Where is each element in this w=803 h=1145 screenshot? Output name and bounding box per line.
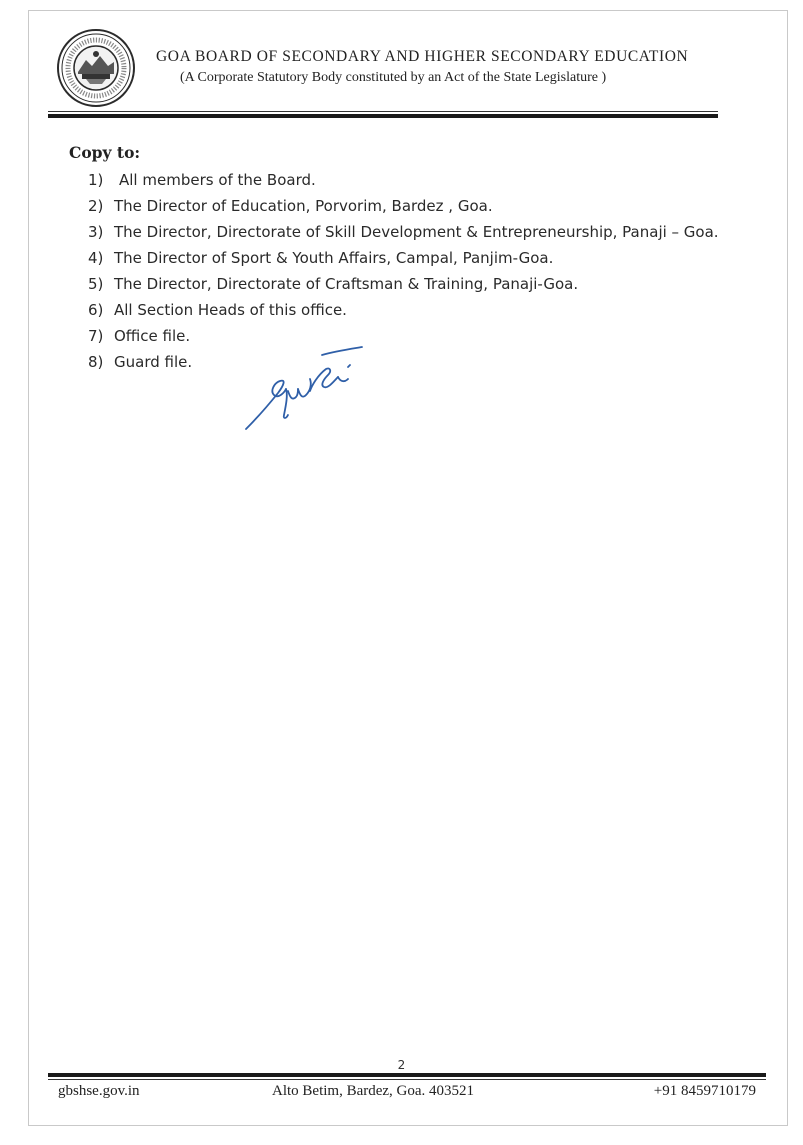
list-item-text: The Director of Education, Porvorim, Bardez , Goa. bbox=[114, 197, 493, 215]
list-item bbox=[88, 193, 728, 219]
header-rule-thin bbox=[48, 111, 718, 112]
footer-address: Alto Betim, Bardez, Goa. 403521 bbox=[272, 1083, 475, 1099]
list-item-number: 5) bbox=[88, 275, 104, 293]
list-item-text: Office file. bbox=[114, 327, 191, 345]
list-item-text: Guard file. bbox=[114, 353, 193, 371]
copy-to-list bbox=[88, 167, 728, 375]
list-item-text: The Director, Directorate of Craftsman & Training, Panaji-Goa. bbox=[114, 275, 579, 293]
footer-rule-thick bbox=[48, 1073, 766, 1077]
list-item-number: 4) bbox=[88, 249, 104, 267]
list-item-number: 7) bbox=[88, 327, 104, 345]
list-item bbox=[88, 219, 728, 245]
list-item-number: 8) bbox=[88, 353, 104, 371]
handwritten-signature-icon bbox=[240, 345, 365, 435]
list-item-text: The Director of Sport & Youth Affairs, Campal, Panjim-Goa. bbox=[114, 249, 554, 267]
organization-name: GOA BOARD OF SECONDARY AND HIGHER SECONDARY EDUCATION bbox=[156, 48, 689, 65]
footer-rule-thin bbox=[48, 1079, 766, 1080]
organization-subtitle: (A Corporate Statutory Body constituted by an Act of the State Legislature ) bbox=[180, 70, 607, 85]
footer-website: gbshse.gov.in bbox=[58, 1083, 140, 1099]
list-item bbox=[88, 297, 728, 323]
page-number: 2 bbox=[397, 1058, 406, 1072]
footer-phone: +91 8459710179 bbox=[653, 1083, 756, 1099]
list-item bbox=[88, 245, 728, 271]
list-item bbox=[88, 167, 728, 193]
list-item-number: 6) bbox=[88, 301, 104, 319]
list-item-number: 3) bbox=[88, 223, 104, 241]
list-item bbox=[88, 349, 728, 375]
board-seal-icon bbox=[56, 28, 136, 108]
list-item bbox=[88, 271, 728, 297]
list-item bbox=[88, 323, 728, 349]
header-rule-thick bbox=[48, 114, 718, 118]
list-item-text: All Section Heads of this office. bbox=[114, 301, 347, 319]
list-item-number: 1) bbox=[88, 171, 104, 189]
list-item-text: The Director, Directorate of Skill Development & Entrepreneurship, Panaji – Goa. bbox=[114, 223, 719, 241]
copy-to-heading: Copy to: bbox=[69, 143, 141, 162]
letterhead bbox=[52, 26, 720, 106]
list-item-number: 2) bbox=[88, 197, 104, 215]
list-item-text: All members of the Board. bbox=[119, 171, 316, 189]
